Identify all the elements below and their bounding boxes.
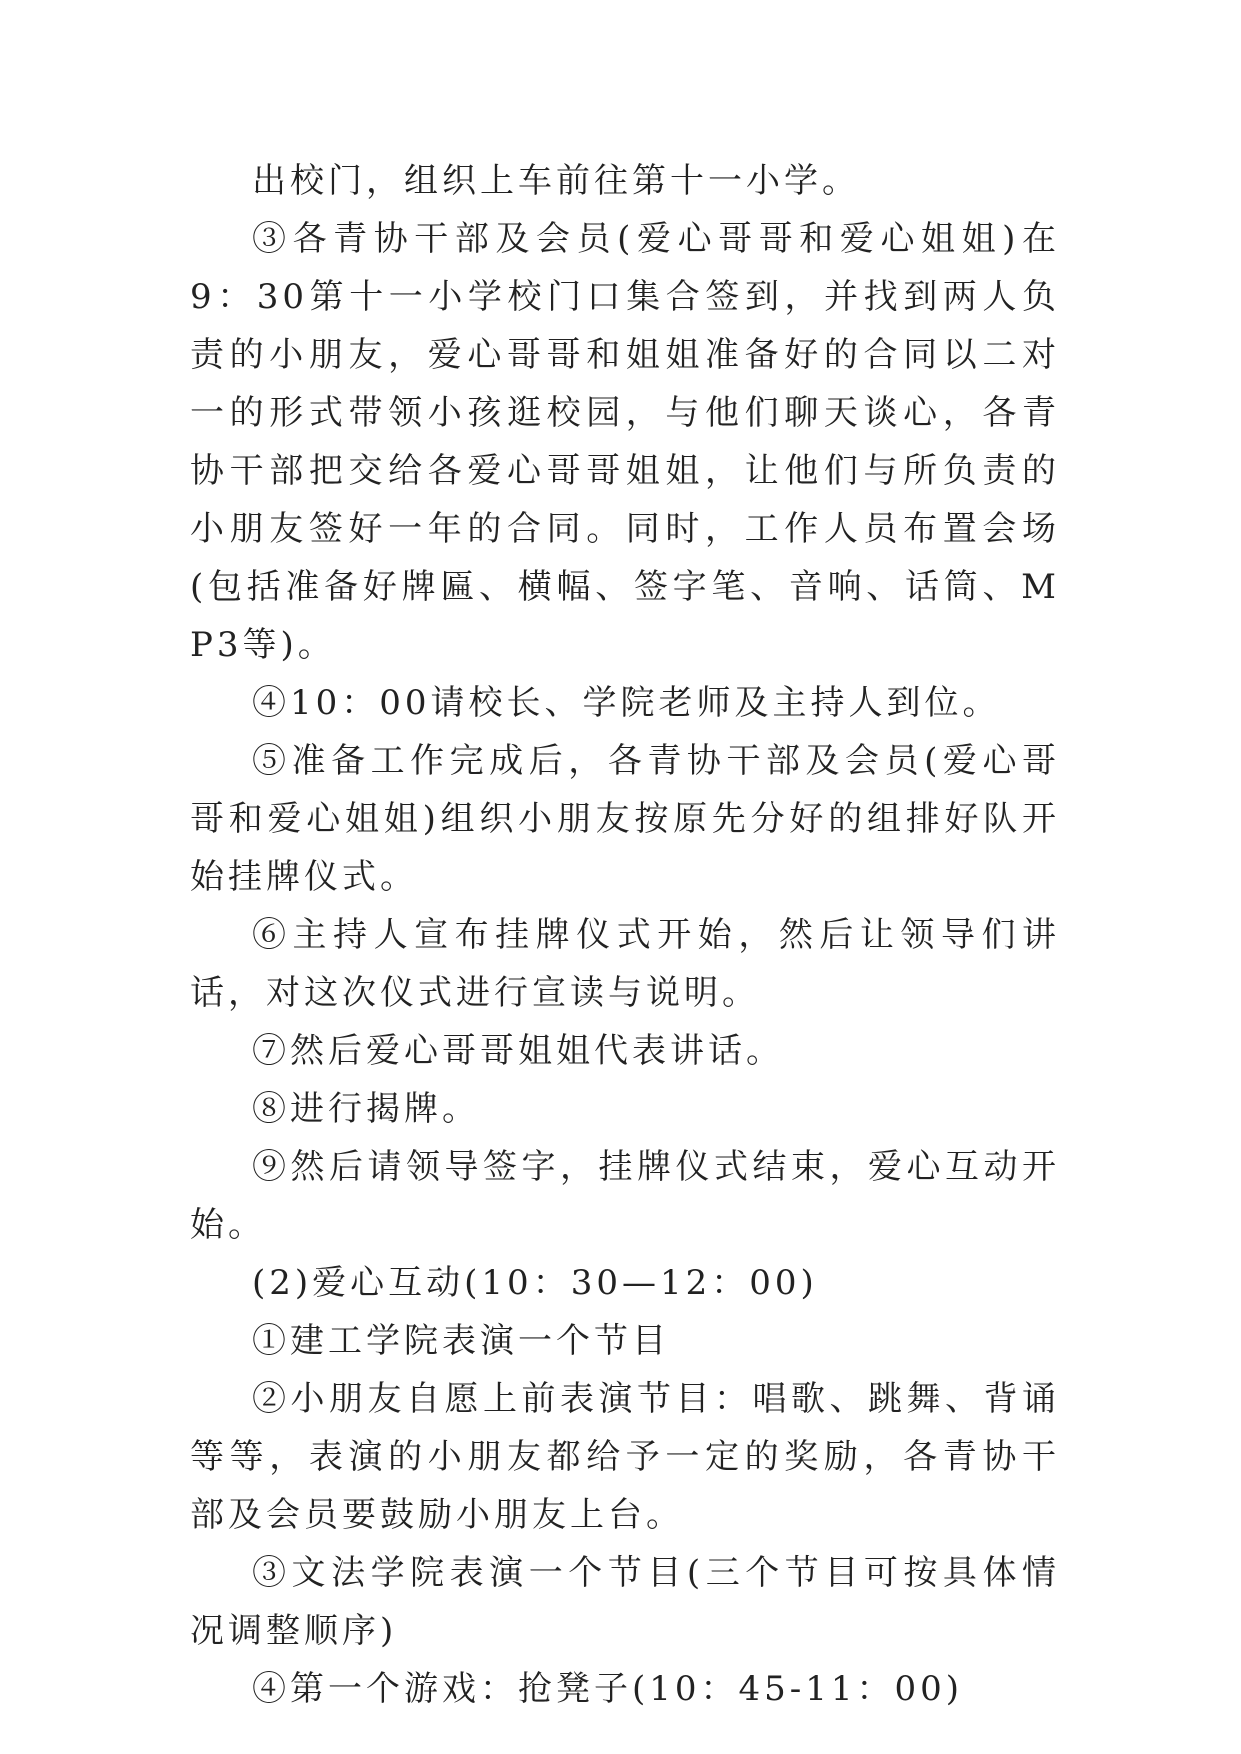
paragraph-5: ⑥主持人宣布挂牌仪式开始，然后让领导们讲话，对这次仪式进行宣读与说明。	[190, 915, 1060, 1013]
paragraph-7: ⑧进行揭牌。	[252, 1089, 480, 1129]
paragraph-12: ③文法学院表演一个节目(三个节目可按具体情况调整顺序)	[190, 1553, 1060, 1651]
paragraph-4: ⑤准备工作完成后，各青协干部及会员(爱心哥哥和爱心姐姐)组织小朋友按原先分好的组排好队开始挂牌仪式。	[190, 741, 1060, 897]
paragraph-6: ⑦然后爱心哥哥姐姐代表讲话。	[252, 1031, 784, 1071]
paragraph-13: ④第一个游戏：抢凳子(10：45-11：00)	[252, 1669, 964, 1709]
paragraph-11: ②小朋友自愿上前表演节目：唱歌、跳舞、背诵等等，表演的小朋友都给予一定的奖励，各青协干部及会员要鼓励小朋友上台。	[190, 1379, 1060, 1535]
document-body	[190, 152, 1060, 1718]
paragraph-2: ③各青协干部及会员(爱心哥哥和爱心姐姐)在9：30第十一小学校门口集合签到，并找到两人负责的小朋友，爱心哥哥和姐姐准备好的合同以二对一的形式带领小孩逛校园，与他们聊天谈心，各青协干部把交给各爱心哥哥姐姐，让他们与所负责的小朋友签好一年的合同。同时，工作人员布置会场(包括准备好牌匾、横幅、签字笔、音响、话筒、MP3等)。	[190, 219, 1060, 665]
paragraph-1: 出校门，组织上车前往第十一小学。	[252, 161, 860, 201]
paragraph-9: (2)爱心互动(10：30—12：00)	[252, 1263, 818, 1303]
paragraph-3: ④10：00请校长、学院老师及主持人到位。	[252, 683, 1001, 723]
paragraph-10: ①建工学院表演一个节目	[252, 1321, 670, 1361]
paragraph-8: ⑨然后请领导签字，挂牌仪式结束，爱心互动开始。	[190, 1147, 1060, 1245]
